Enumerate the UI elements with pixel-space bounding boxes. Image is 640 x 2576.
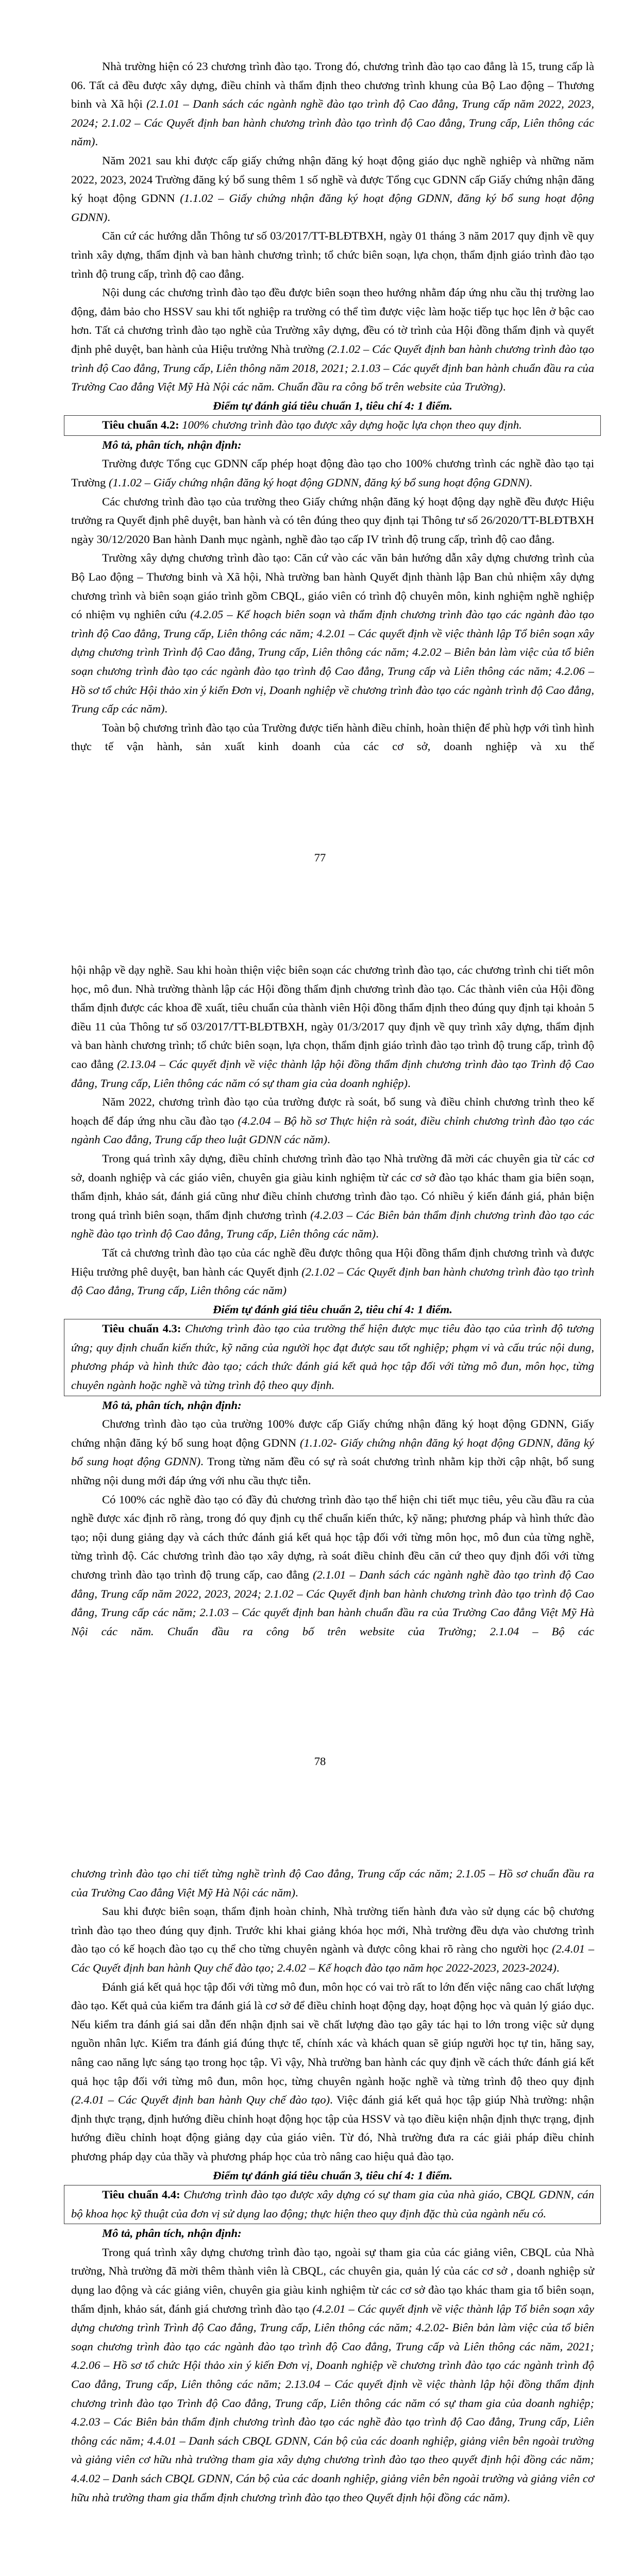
section-heading: Mô tả, phân tích, nhận định: (102, 1398, 242, 1412)
paragraph (71, 1093, 594, 1149)
paragraph-text: Trường xây dựng chương trình đào tạo: Căn cứ vào các văn bản hướng dẫn xây dựng chương trình của Bộ Lao động – Thương binh và Xã hội, Nhà trường ban hành Quyết định thành lập Ban chủ nhiệm xây dựng chương trình và biên soạn giáo trình gồm CBQL, giáo viên có trình độ chuyên môn, kinh nghiệm nghề nghiệp có nhiệm vụ nghiên cứu (71, 551, 594, 621)
evidence-citation: (1.1.02 – Giấy chứng nhận đăng ký hoạt động GDNN, đăng ký bổ sung hoạt động GDNN) (71, 192, 594, 224)
paragraph-text: Năm 2021 sau khi được cấp giấy chứng nhận đăng ký hoạt động giáo dục nghề nghiêp và những năm 2022, 2023, 2024 Trường đăng ký bổ sung thêm 1 số nghề và được Tổng cục GDNN cấp Giấy chứng nhận đăng ký hoạt động GDNN (71, 154, 594, 205)
evidence-citation: (4.2.01 – Các quyết định về việc thành lập Tổ biên soạn xây dựng chương trình Trình độ Cao đẳng, Trung cấp, Liên thông các năm; 4.2.02- Biên bản làm việc của tổ biên soạn chương trình đào tạo các ngành đào tạo trình độ Cao đẳng, Trung cấp và Liên thông các năm, 2021; 4.2.06 – Hồ sơ tổ chức Hội thảo xin ý kiến Đơn vị, Doanh nghiệp về chương trình đào tạo các ngành trình độ Cao đẳng, Trung cấp, Liên thông các năm; 2.13.04 – Các quyết định về việc thành lập hội đồng thẩm định chương trình đào tạo Trình độ Cao đẳng, Trung cấp, Liên thông các năm có sự tham gia của doanh nghiệp; 4.2.03 – Các Biên bản thẩm định chương trình đào tạo các nghề đào tạo trình độ Cao đẳng, Trung cấp, Liên thông các năm; 4.4.01 – Danh sách CBQL GDNN, Cán bộ của các doanh nghiệp, giảng viên bên ngoài trường và giảng viên cơ hữu nhà trường tham gia xây dựng chương trình đào tạo theo quyết định hội đồng các năm; 4.4.02 – Danh sách CBQL GDNN, Cán bộ của các doanh nghiệp, giảng viên bên ngoài trường và giảng viên cơ hữu nhà trường tham gia thẩm định chương trình đào tạo theo Quyết định hội đồng các năm) (71, 2302, 594, 2504)
page-79 (0, 1807, 640, 2576)
paragraph (71, 1978, 594, 2166)
paragraph-end: . (502, 380, 506, 394)
paragraph-text: Trong quá trình xây dựng, điều chỉnh chương trình đào tạo Nhà trường đã mời các chuyên gia từ các cơ sở, doanh nghiệp và các giáo viên, chuyên gia giàu kinh nghiệm từ các cơ sở đào tạo khác tham gia biên soạn, thẩm định, khảo sát, đánh giá cũng như điều chỉnh chương trình đào tạo. Có nhiều ý kiến đánh giá, phản biện trong quá trình biên soạn, thẩm định chương trình (71, 1151, 594, 1222)
paragraph-end: . (95, 135, 98, 148)
criterion-box-4-3 (64, 1319, 601, 1396)
evidence-citation: chương trình đào tạo chi tiết từng nghề trình độ Cao đẳng, Trung cấp các năm; 2.1.05 – Hồ sơ chuẩn đầu ra của Trường Cao đẳng Việt Mỹ Hà Nội các năm) (71, 1867, 594, 1899)
paragraph-end: . Việc đánh giá kết quả học tập giúp Nhà trường: nhận định thực trạng, định hướng điều chỉnh hoạt động học tập của HSSV và tạo điều kiện nhận định thực trạng, định hướng điều chỉnh hoạt động giảng dạy của giáo viên. Từ đó, Nhà trường đưa ra các giải pháp điều chỉnh phương pháp dạy của thầy và phương pháp học của trò nâng cao hiệu quả đào tạo. (71, 2093, 594, 2163)
paragraph-text: Nội dung các chương trình đào tạo đều được biên soạn theo hướng nhằm đáp ứng nhu cầu thị trường lao động, đảm bảo cho HSSV sau khi tốt nghiệp ra trường có thể tìm được việc làm hoặc tiếp tục học lên ở bậc cao hơn. Tất cả chương trình đào tạo nghề của Trường xây dựng, đều có tờ trình của Hội đồng thẩm định và quyết định phê duyệt, ban hành của Hiệu trưởng Nhà trường (71, 286, 594, 355)
paragraph (71, 719, 594, 756)
page-body (71, 1865, 594, 2507)
criterion-statement (71, 2185, 594, 2223)
paragraph-end: . (327, 1133, 330, 1146)
paragraph-text: Năm 2022, chương trình đào tạo của trường được rà soát, bổ sung và điều chỉnh chương trình theo kế hoạch để đáp ứng nhu cầu đào tạo (71, 1095, 594, 1127)
self-assessment-score: Điểm tự đánh giá tiêu chuẩn 3, tiêu chí 4: 1 điểm. (213, 2168, 452, 2182)
page-body (71, 961, 594, 1641)
page-77 (0, 0, 640, 904)
page-78 (0, 904, 640, 1807)
criterion-box-4-4 (64, 2185, 601, 2224)
paragraph-text: Trường được Tổng cục GDNN cấp phép hoạt động đào tạo cho 100% chương trình các nghề đào tạo tại Trường (71, 457, 594, 489)
evidence-citation: (1.1.02 – Giấy chứng nhận đăng ký hoạt động GDNN, đăng ký bổ sung hoạt động GDNN) (108, 476, 530, 489)
page-body (71, 57, 594, 756)
paragraph (71, 1902, 594, 1977)
section-heading: Mô tả, phân tích, nhận định: (102, 2227, 242, 2240)
criterion-text: Chương trình đào tạo được xây dựng có sự tham gia của nhà giáo, CBQL GDNN, cán bộ khoa học kỹ thuật của đơn vị sử dụng lao động; thực hiện theo quy định đặc thù của ngành nếu có. (71, 2188, 594, 2220)
paragraph-text: Đánh giá kết quả học tập đối với từng mô đun, môn học có vai trò rất to lớn đến việc nâng cao chất lượng đào tạo. Kết quả của kiểm tra đánh giá là cơ sở để điều chỉnh hoạt động dạy, hoạt động học và quản lý giáo dục. Nếu kiểm tra đánh giá sai dẫn đến nhận định sai về chất lượng đào tạo gây tác hại to lớn trong việc sử dụng nguồn nhân lực. Kiểm tra đánh giá đúng thực tế, chính xác và khách quan sẽ giúp người học tự tin, hăng say, nâng cao năng lực sáng tạo trong học tập. Vì vậy, Nhà trường ban hành các quy định về cách thức đánh giá kết quả học tập đối với từng mô đun, môn học, từng chuyên ngành hoặc nghề và từng trình độ theo quy định (71, 1980, 594, 2088)
paragraph-text: Có 100% các nghề đào tạo có đầy đủ chương trình đào tạo thể hiện chi tiết mục tiêu, yêu cầu đầu ra của nghề được xác định rõ ràng, trong đó quy định cụ thể chuẩn kiến thức, kỹ năng; phương pháp và hình thức đào tạo; nội dung giảng dạy và cách thức đánh giá kết quả học tập đối với từng môn học, mô đun của từng nghề, từng trình độ. Các chương trình đào tạo xây dựng, rà soát điều chỉnh đều căn cứ theo quy định đối với từng chương trình đào tạo trình độ trung cấp, cao đẳng (71, 1493, 594, 1581)
section-heading: Mô tả, phân tích, nhận định: (102, 438, 242, 451)
criterion-label: Tiêu chuẩn 4.2: (102, 418, 179, 432)
criterion-statement (71, 416, 594, 435)
paragraph-end: . (376, 1227, 379, 1241)
evidence-citation: (2.4.01 – Các Quyết định ban hành Quy chế đào tạo) (71, 2093, 330, 2107)
evidence-citation: (2.1.01 – Danh sách các ngành nghề đào tạo trình độ Cao đẳng, Trung cấp năm 2022, 2023, 2024; 2.1.02 – Các Quyết định ban hành chương trình đào tạo trình độ Cao đẳng, Trung cấp, Liên thông các năm) (71, 97, 594, 148)
self-assessment-score: Điểm tự đánh giá tiêu chuẩn 1, tiêu chí 4: 1 điểm. (213, 399, 452, 412)
paragraph-end: . (164, 702, 168, 716)
criterion-box-4-2 (64, 415, 601, 436)
paragraph-end: . Trong từng năm đều có sự rà soát chương trình nhằm kịp thời cập nhật, bổ sung những nội dung mới đáp ứng với nhu cầu thực tiễn. (71, 1455, 594, 1487)
evidence-citation: (1.1.02- Giấy chứng nhận đăng ký hoạt động GDNN, đăng ký bổ sung hoạt động GDNN) (71, 1436, 594, 1468)
paragraph-end: . (507, 2490, 510, 2504)
evidence-citation: (2.4.01 – Các Quyết định ban hành Quy chế đào tạo; 2.4.02 – Kế hoạch đào tạo năm học 2022-2023, 2023-2024) (71, 1942, 594, 1974)
paragraph-end: . (529, 476, 532, 489)
paragraph (71, 227, 594, 283)
paragraph (71, 2243, 594, 2507)
paragraph-text: Sau khi được biên soạn, thẩm định hoàn chỉnh, Nhà trường tiến hành đưa vào sử dụng các bộ chương trình đào tạo theo đúng quy định. Trước khi khai giảng khóa học mới, Nhà trường đều dựa vào chương trình đào tạo có kế hoạch đào tạo cụ thể cho từng chuyên ngành và được công khai rõ ràng cho người học (71, 1905, 594, 1956)
page-number: 77 (314, 851, 326, 864)
paragraph-text: Trong quá trình xây dựng chương trình đào tạo, ngoài sự tham gia của các giảng viên, CBQL của Nhà trường, Nhà trường đã mời thêm thành viên là CBQL, các chuyên gia, quản lý của các cơ sở , doanh nghiệp sử dụng lao động và các giảng viên, chuyên gia giàu kinh nghiệm từ các cơ sở đào tạo khác tham gia tổ biên soạn, thẩm định, khảo sát, đánh giá chương trình đào tạo (71, 2245, 594, 2315)
self-assessment-score: Điểm tự đánh giá tiêu chuẩn 2, tiêu chí 4: 1 điểm. (213, 1302, 452, 1316)
paragraph-end: . (408, 1076, 411, 1090)
criterion-text: 100% chương trình đào tạo được xây dựng hoặc lựa chọn theo quy định. (179, 418, 522, 432)
paragraph (71, 961, 594, 1093)
paragraph-text: Căn cứ các hướng dẫn Thông tư số 03/2017/TT-BLĐTBXH, ngày 01 tháng 3 năm 2017 quy định về quy trình xây dựng, thẩm định và ban hành chương trình; tổ chức biên soạn, lựa chọn, thẩm định giáo trình đào tạo trình độ trung cấp, trình độ cao đẳng. (71, 229, 594, 280)
criterion-label: Tiêu chuẩn 4.3: (102, 1322, 181, 1335)
paragraph (71, 493, 594, 549)
evidence-citation: (4.2.03 – Các Biên bản thẩm định chương trình đào tạo các nghề đào tạo trình độ Cao đẳng, Trung cấp, Liên thông các năm) (71, 1208, 594, 1241)
paragraph-text: Chương trình đào tạo của trường 100% được cấp Giấy chứng nhận đăng ký hoạt động GDNN, Giấy chứng nhận đăng ký bổ sung hoạt động GDNN (71, 1417, 594, 1449)
paragraph (71, 1490, 594, 1641)
evidence-citation: (4.2.05 – Kế hoạch biên soạn và thẩm định chương trình đào tạo các ngành đào tạo trình độ Cao đẳng, Trung cấp, Liên thông các năm; 4.2.01 – Các quyết định về việc thành lập Tổ biên soạn xây dựng chương trình Trình độ Cao đẳng, Trung cấp, Liên thông các năm; 4.2.02 – Biên bản làm việc của tổ biên soạn chương trình đào tạo các ngành đào tạo trình độ Cao đẳng, Trung cấp và Liên thông các năm; 4.2.06 – Hồ sơ tổ chức Hội thảo xin ý kiến Đơn vị, Doanh nghiệp về chương trình đào tạo các ngành trình độ Cao đẳng, Trung cấp các năm) (71, 608, 594, 716)
paragraph-text: Các chương trình đào tạo của trường theo Giấy chứng nhận đăng ký hoạt động dạy nghề đều được Hiệu trưởng ra Quyết định phê duyệt, ban hành và có tên đúng theo quy định tại Thông tư số 26/2020/TT-BLĐTBXH ngày 30/12/2020 Ban hành Danh mục ngành, nghề đào tạo cấp IV trình độ trung cấp, trình độ cao đẳng. (71, 495, 594, 546)
evidence-citation: (2.1.01 – Danh sách các ngành nghề đào tạo trình độ Cao đẳng, Trung cấp năm 2022, 2023, 2024; 2.1.02 – Các Quyết định ban hành chương trình đào tạo trình độ Cao đẳng, Trung cấp các năm; 2.1.03 – Các quyết định ban hành chuẩn đầu ra của Trường Cao đẳng Việt Mỹ Hà Nội các năm. Chuẩn đầu ra công bố trên website của Trường; 2.1.04 – Bộ các (71, 1568, 594, 1638)
page-number: 78 (314, 1755, 326, 1768)
paragraph (71, 1865, 594, 1902)
paragraph-end: . (556, 1961, 560, 1974)
paragraph (71, 1244, 594, 1300)
paragraph-end: . (295, 1886, 298, 1899)
evidence-citation: (2.1.02 – Các Quyết định ban hành chương trình đào tạo trình độ Cao đẳng, Trung cấp, Liên thông năm 2018, 2021; 2.1.03 – Các quyết định ban hành chuẩn đầu ra của Trường Cao đẳng Việt Mỹ Hà Nội các năm. Chuẩn đầu ra công bố trên website của Trường) (71, 342, 594, 394)
evidence-citation: (2.13.04 – Các quyết định về việc thành lập hội đồng thẩm định chương trình đào tạo Trình độ Cao đẳng, Trung cấp, Liên thông các năm có sự tham gia của doanh nghiệp) (71, 1057, 594, 1090)
paragraph (71, 151, 594, 227)
paragraph (71, 454, 594, 492)
paragraph (71, 1149, 594, 1244)
paragraph (71, 57, 594, 151)
paragraph (71, 549, 594, 718)
paragraph-text: hội nhập về dạy nghề. Sau khi hoàn thiện việc biên soạn các chương trình đào tạo, các chương trình chi tiết môn học, mô đun. Nhà trường thành lập các Hội đồng thẩm định chương trình đào tạo. Các thành viên của Hội đồng thẩm định được các khoa đề xuất, tiêu chuẩn của thành viên Hội đồng thẩm định theo đúng quy định tại khoản 5 điều 11 của Thông tư số 03/2017/TT-BLĐTBXH, ngày 01/3/2017 quy định về quy trình xây dựng, thẩm định và ban hành chương trình; tổ chức biên soạn, lựa chọn, thẩm định giáo trình đào tạo trình độ trung cấp, trình độ cao đẳng (71, 963, 594, 1071)
paragraph-text: Toàn bộ chương trình đào tạo của Trường được tiến hành điều chỉnh, hoàn thiện để phù hợp với tình hình thực tế vận hành, sản xuất kinh doanh của các cơ sở, doanh nghiệp và xu thế (71, 721, 594, 753)
criterion-statement (71, 1319, 594, 1395)
evidence-citation: (2.1.02 – Các Quyết định ban hành chương trình đào tạo trình độ Cao đẳng, Trung cấp, Liên thông các năm) (71, 1265, 594, 1297)
paragraph-text: Tất cả chương trình đào tạo của các nghề đều được thông qua Hội đồng thẩm định chương trình và được Hiệu trưởng phê duyệt, ban hành các Quyết định (71, 1246, 594, 1278)
paragraph-text: Nhà trường hiện có 23 chương trình đào tạo. Trong đó, chương trình đào tạo cao đẳng là 15, trung cấp là 06. Tất cả đều được xây dựng, điều chỉnh và thẩm định theo chương trình khung của Bộ Lao động – Thương binh và Xã hội (71, 60, 594, 111)
paragraph (71, 283, 594, 397)
criterion-label: Tiêu chuẩn 4.4: (102, 2188, 180, 2201)
paragraph (71, 1415, 594, 1490)
criterion-text: Chương trình đào tạo của trường thể hiện được mục tiêu đào tạo của trình độ tương ứng; quy định chuẩn kiến thức, kỹ năng của người học đạt được sau tốt nghiệp; phạm vi và cấu trúc nội dung, phương pháp và hình thức đào tạo; cách thức đánh giá kết quả học tập đối với từng mô đun, môn học, từng chuyên ngành hoặc nghề và từng trình độ theo quy định. (71, 1322, 594, 1392)
paragraph-end: . (107, 210, 110, 224)
evidence-citation: (4.2.04 – Bộ hồ sơ Thực hiện rà soát, điều chỉnh chương trình đào tạo các ngành Cao đẳng, Trung cấp theo luật GDNN các năm) (71, 1114, 594, 1146)
